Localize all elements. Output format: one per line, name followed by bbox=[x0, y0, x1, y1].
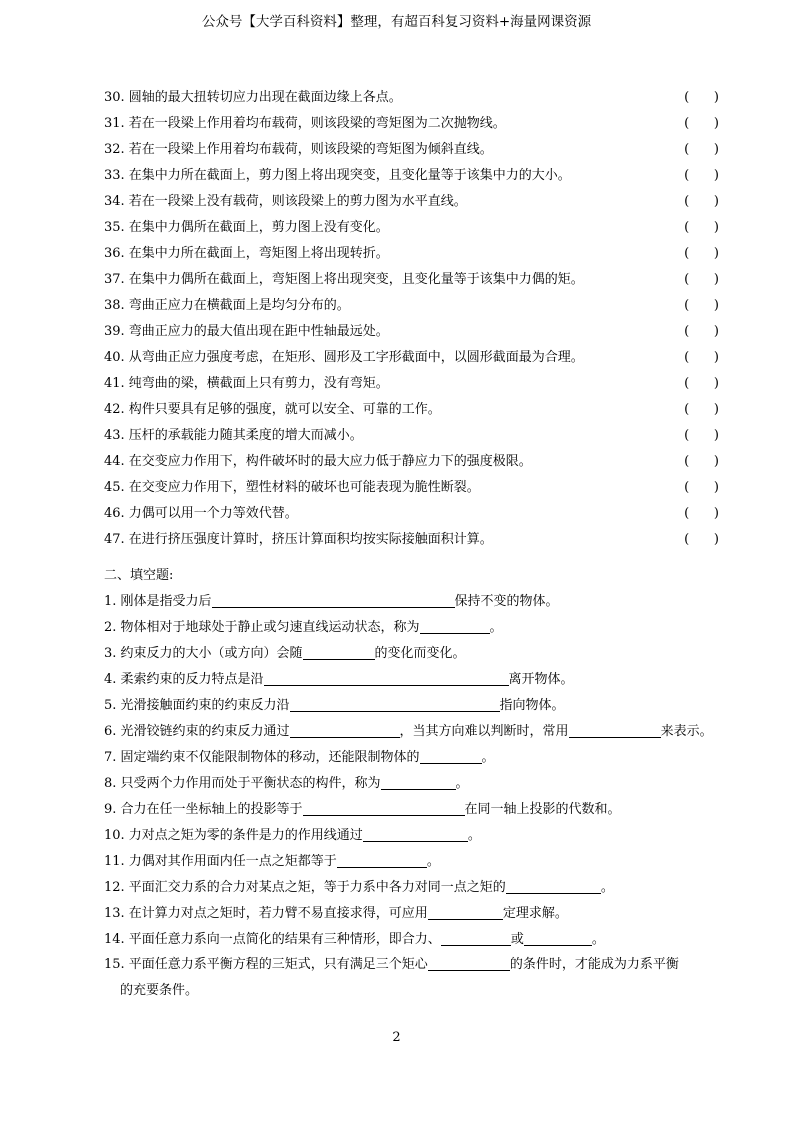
answer-paren: ( ) bbox=[684, 402, 719, 417]
question-30 bbox=[104, 85, 719, 111]
answer-paren: ( ) bbox=[684, 298, 719, 313]
fill-question-6: 6. 光滑铰链约束的约束反力通过 ，当其方向难以判断时，常用 来表示。 bbox=[104, 719, 713, 745]
page-header: 公众号【大学百科资料】整理，有超百科复习资料+海量网课资源 bbox=[201, 14, 592, 30]
answer-blank[interactable] bbox=[363, 825, 468, 842]
question-47 bbox=[104, 527, 719, 553]
question-43 bbox=[104, 423, 719, 449]
question-text: 37. 在集中力偶所在截面上，弯矩图上将出现突变，且变化量等于该集中力偶的矩。 bbox=[104, 272, 584, 287]
fill-question-15-continuation: 的充要条件。 bbox=[120, 983, 199, 998]
answer-paren: ( ) bbox=[684, 168, 719, 183]
fill-question-1: 1. 刚体是指受力后 保持不变的物体。 bbox=[104, 589, 559, 615]
answer-blank[interactable] bbox=[290, 695, 500, 712]
question-35 bbox=[104, 215, 719, 241]
question-text: 42. 构件只要具有足够的强度，就可以安全、可靠的工作。 bbox=[104, 402, 441, 417]
answer-paren: ( ) bbox=[684, 272, 719, 287]
answer-paren: ( ) bbox=[684, 506, 719, 521]
answer-blank[interactable] bbox=[264, 669, 509, 686]
question-text: 30. 圆轴的最大扭转切应力出现在截面边缘上各点。 bbox=[104, 90, 402, 105]
question-text: 33. 在集中力所在截面上，剪力图上将出现突变，且变化量等于该集中力的大小。 bbox=[104, 168, 571, 183]
answer-blank[interactable] bbox=[303, 799, 465, 816]
answer-paren: ( ) bbox=[684, 116, 719, 131]
question-41 bbox=[104, 371, 719, 397]
answer-paren: ( ) bbox=[684, 142, 719, 157]
fill-question-4: 4. 柔索约束的反力特点是沿 离开物体。 bbox=[104, 667, 574, 693]
answer-blank[interactable] bbox=[337, 851, 427, 868]
answer-blank[interactable] bbox=[290, 721, 400, 738]
answer-blank[interactable] bbox=[428, 954, 510, 971]
fill-question-15: 15. 平面任意力系平衡方程的三矩式，只有满足三个矩心 的条件时，才能成为力系平衡 bbox=[104, 952, 679, 978]
answer-blank[interactable] bbox=[420, 747, 482, 764]
question-text: 31. 若在一段梁上作用着均布载荷，则该段梁的弯矩图为二次抛物线。 bbox=[104, 116, 506, 131]
question-31 bbox=[104, 111, 719, 137]
answer-paren: ( ) bbox=[684, 90, 719, 105]
question-text: 44. 在交变应力作用下，构件破坏时的最大应力低于静应力下的强度极限。 bbox=[104, 454, 532, 469]
question-40 bbox=[104, 345, 719, 371]
fill-question-3: 3. 约束反力的大小（或方向）会随 的变化而变化。 bbox=[104, 641, 466, 667]
question-44 bbox=[104, 449, 719, 475]
answer-paren: ( ) bbox=[684, 480, 719, 495]
answer-paren: ( ) bbox=[684, 376, 719, 391]
question-text: 40. 从弯曲正应力强度考虑，在矩形、圆形及工字形截面中，以圆形截面最为合理。 bbox=[104, 350, 584, 365]
fill-question-9: 9. 合力在任一坐标轴上的投影等于 在同一轴上投影的代数和。 bbox=[104, 797, 621, 823]
question-32 bbox=[104, 137, 719, 163]
answer-paren: ( ) bbox=[684, 428, 719, 443]
fill-question-10: 10. 力对点之矩为零的条件是力的作用线通过 。 bbox=[104, 823, 481, 849]
question-36 bbox=[104, 241, 719, 267]
question-text: 47. 在进行挤压强度计算时，挤压计算面积均按实际接触面积计算。 bbox=[104, 532, 493, 547]
question-text: 38. 弯曲正应力在横截面上是均匀分布的。 bbox=[104, 298, 350, 313]
section-title: 二、填空题: bbox=[104, 568, 174, 583]
fill-question-7: 7. 固定端约束不仅能限制物体的移动，还能限制物体的 。 bbox=[104, 745, 495, 771]
answer-paren: ( ) bbox=[684, 324, 719, 339]
answer-blank[interactable] bbox=[303, 643, 375, 660]
question-37 bbox=[104, 267, 719, 293]
question-text: 43. 压杆的承载能力随其柔度的增大而减小。 bbox=[104, 428, 363, 443]
answer-paren: ( ) bbox=[684, 532, 719, 547]
question-42 bbox=[104, 397, 719, 423]
fill-question-12: 12. 平面汇交力系的合力对某点之矩，等于力系中各力对同一点之矩的 。 bbox=[104, 875, 614, 901]
page-number: 2 bbox=[392, 1030, 401, 1045]
answer-paren: ( ) bbox=[684, 350, 719, 365]
question-46 bbox=[104, 501, 719, 527]
question-text: 34. 若在一段梁上没有载荷，则该段梁上的剪力图为水平直线。 bbox=[104, 194, 467, 209]
fill-question-14: 14. 平面任意力系向一点简化的结果有三种情形，即合力、 或 。 bbox=[104, 927, 605, 953]
answer-blank[interactable] bbox=[212, 591, 455, 608]
answer-blank[interactable] bbox=[428, 903, 503, 920]
answer-paren: ( ) bbox=[684, 246, 719, 261]
answer-blank[interactable] bbox=[524, 929, 592, 946]
question-39 bbox=[104, 319, 719, 345]
fill-question-13: 13. 在计算力对点之矩时，若力臂不易直接求得，可应用 定理求解。 bbox=[104, 901, 568, 927]
question-text: 32. 若在一段梁上作用着均布载荷，则该段梁的弯矩图为倾斜直线。 bbox=[104, 142, 493, 157]
question-text: 35. 在集中力偶所在截面上，剪力图上没有变化。 bbox=[104, 220, 389, 235]
question-34 bbox=[104, 189, 719, 215]
answer-blank[interactable] bbox=[506, 877, 601, 894]
answer-paren: ( ) bbox=[684, 220, 719, 235]
fill-question-2: 2. 物体相对于地球处于静止或匀速直线运动状态，称为 。 bbox=[104, 615, 503, 641]
fill-question-11: 11. 力偶对其作用面内任一点之矩都等于 。 bbox=[104, 849, 440, 875]
answer-blank[interactable] bbox=[441, 929, 511, 946]
question-text: 41. 纯弯曲的梁，横截面上只有剪力，没有弯矩。 bbox=[104, 376, 389, 391]
fill-question-8: 8. 只受两个力作用而处于平衡状态的构件，称为 。 bbox=[104, 771, 469, 797]
answer-blank[interactable] bbox=[381, 773, 456, 790]
answer-paren: ( ) bbox=[684, 194, 719, 209]
question-text: 45. 在交变应力作用下，塑性材料的破坏也可能表现为脆性断裂。 bbox=[104, 480, 480, 495]
answer-paren: ( ) bbox=[684, 454, 719, 469]
question-text: 36. 在集中力所在截面上，弯矩图上将出现转折。 bbox=[104, 246, 389, 261]
question-text: 39. 弯曲正应力的最大值出现在距中性轴最远处。 bbox=[104, 324, 389, 339]
answer-blank[interactable] bbox=[569, 721, 661, 738]
question-text: 46. 力偶可以用一个力等效代替。 bbox=[104, 506, 298, 521]
fill-question-5: 5. 光滑接触面约束的约束反力沿 指向物体。 bbox=[104, 693, 565, 719]
question-38 bbox=[104, 293, 719, 319]
answer-blank[interactable] bbox=[420, 617, 490, 634]
question-33 bbox=[104, 163, 719, 189]
question-45 bbox=[104, 475, 719, 501]
